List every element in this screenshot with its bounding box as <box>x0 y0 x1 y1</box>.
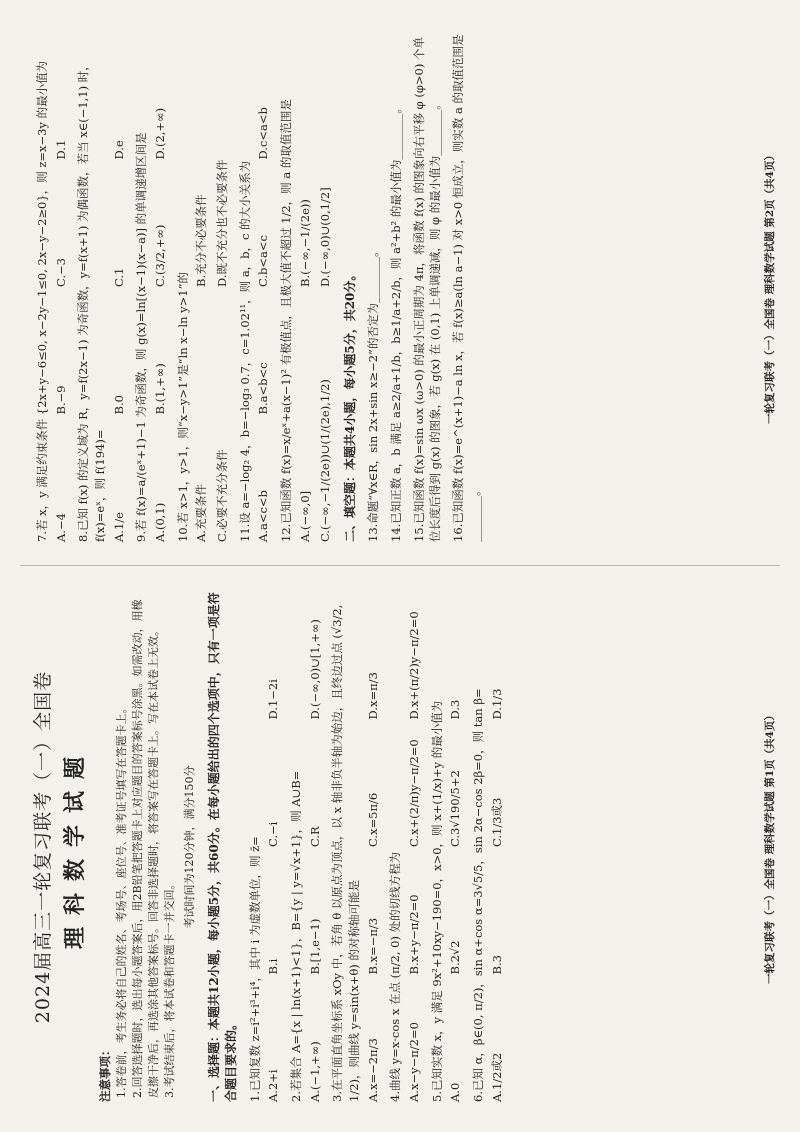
question-block <box>175 32 231 542</box>
option-b: B.x=−π/3 <box>365 917 380 975</box>
page-footer-right: 一轮复习联考（一）全国卷 理科数学试题 第2页（共4页） <box>763 150 776 424</box>
option-b: B.充分不必要条件 <box>194 194 209 287</box>
option-a: A.(−1,+∞) <box>307 1041 322 1102</box>
question-stem: 1.已知复数 z=i²+i³+i⁴，其中 i 为虚数单位，则 z̄= <box>247 836 262 1102</box>
option-a: A.0 <box>448 1082 463 1102</box>
question-stem: 4.曲线 y=x·cos x 在点 (π/2, 0) 处的切线方程为 <box>388 851 403 1102</box>
question-block <box>387 592 422 1102</box>
option-a: A.x−y−π/2=0 <box>406 1022 421 1102</box>
option-b: B.0 <box>111 395 126 415</box>
question-block <box>34 32 69 542</box>
fill-question: 13.命题“∀x∈R，sin 2x+sin x≥−2”的否定为________。 <box>366 245 381 542</box>
question-block <box>247 592 282 1102</box>
question-stem: 6.已知 α，β∈(0, π/2)，sin α+cos α=3√5/5，sin 2α−cos 2β=0，则 tan β= <box>470 688 485 1102</box>
question-stem: 5.已知实数 x，y 满足 9x²+10xy−190=0，x>0，则 x+(1/x)+y 的最小值为 <box>429 700 444 1102</box>
fill-question: 14.已知正数 a，b 满足 a≥2/a+1/b，b≥1/a+2/b，则 a²+b² 的最小值为________。 <box>389 102 404 542</box>
option-b: B.x+y−π/2=0 <box>406 894 421 975</box>
option-c: C.1/3或3 <box>489 797 504 847</box>
option-row <box>307 592 324 1102</box>
option-d: D.(2,+∞) <box>153 107 168 160</box>
option-row <box>111 32 128 542</box>
question-block <box>288 592 323 1102</box>
option-b: B.(−∞,−1/(2e)) <box>297 199 312 287</box>
option-a: A.充要条件 <box>194 484 209 542</box>
option-d: D.x+(π/2)y−π/2=0 <box>406 611 421 720</box>
option-row <box>255 32 272 542</box>
option-d: D.1−2i <box>266 679 281 720</box>
option-c: C.−3 <box>53 258 68 287</box>
option-row <box>317 32 334 542</box>
question-stem: 3.在平面直角坐标系 xOy 中，若角 θ 以原点为顶点，以 x 轴非负半轴为始边，且终边过点 (√3/2, 1/2)，则曲线 y=sin(x+θ) 的对称轴可能是 <box>330 604 361 1102</box>
option-c: C.1 <box>111 267 126 287</box>
question-stem: 7.若 x，y 满足约束条件 {2x+y−6≤0, x−2y−1≤0, 2x−y−2≥0}，则 z=x−3y 的最小值为 <box>35 60 49 542</box>
right-column <box>28 32 780 542</box>
option-d: D.既不充分也不必要条件 <box>215 159 230 287</box>
question-block <box>329 592 381 1102</box>
question-block <box>470 592 505 1102</box>
question-block <box>133 32 168 542</box>
question-block <box>237 32 272 542</box>
option-b: B.(1,+∞) <box>153 363 168 415</box>
question-stem: 9.若 f(x)=a/(eˣ+1)−1 为奇函数，则 g(x)=ln[(x−1)(x−a)] 的单调递增区间是 <box>134 132 149 542</box>
exam-subject: 理科数学试题 <box>61 745 88 950</box>
notice-item: 1.答卷前，考生务必将自己的姓名、考场号、座位号、准考证号填写在答题卡上。 <box>115 702 129 1098</box>
option-b: B.−9 <box>53 385 68 415</box>
option-c: C.−i <box>266 821 281 847</box>
option-row <box>214 32 231 542</box>
option-c: C.(−∞,−1/(2e))∪(1/(2e),1/2) <box>318 379 333 542</box>
option-a: A.(0,1) <box>153 502 168 542</box>
exam-title: 2024届高三一轮复习联考（一）全国卷 <box>32 670 54 1024</box>
option-c: C.b<a<c <box>256 235 271 287</box>
option-d: D.c<a<b <box>256 107 271 160</box>
fill-question: 16.已知函数 f(x)=e^(x+1)−a ln x，若 f(x)≥a(ln a−1) 对 x>0 恒成立，则实数 a 的取值范围是________。 <box>451 34 482 542</box>
option-c: C.(3/2,+∞) <box>153 224 168 287</box>
option-row <box>489 592 506 1102</box>
left-column <box>28 592 780 1102</box>
option-d: D.1 <box>53 139 68 160</box>
question-stem: 11.设 a=−log₂ 4，b=−log₃ 0.7，c=1.02¹¹，则 a，b，c 的大小关系为 <box>237 160 252 542</box>
option-row <box>447 592 464 1102</box>
option-a: A.2+i <box>266 1069 281 1102</box>
notice-item: 3.考试结束后，将本试卷和答题卡一并交回。 <box>162 878 176 1098</box>
option-c: C.R <box>307 826 322 847</box>
question-stem: 2.若集合 A={x | ln(x+1)<1}，B={y | y=√x+1}，则 A∪B= <box>288 770 303 1102</box>
option-a: A.a<c<b <box>256 490 271 542</box>
notice-heading: 注意事项： <box>98 1044 113 1102</box>
question-stem: 8.已知 f(x) 的定义域为 R，y=f(2x−1) 为奇函数，y=f(x+1) 为偶函数，若当 x∈(−1,1) 时，f(x)=eˣ，则 f(194)= <box>76 59 108 542</box>
option-c: C.必要不充分条件 <box>215 449 230 542</box>
notice-item: 2.回答选择题时，选出每小题答案后，用2B铅笔把答题卡上对应题目的答案标号涂黑。如需改动，用橡皮擦干净后，再选涂其他答案标号。回答非选择题时，将答案写在答题卡上。写在本试卷上无效。 <box>131 599 160 1098</box>
column-divider <box>20 565 780 566</box>
option-row <box>406 592 423 1102</box>
option-d: D.3 <box>448 699 463 720</box>
fill-question: 15.已知函数 f(x)=sin ωx (ω>0) 的最小正周期为 4π，将函数 f(x) 的图象向右平移 φ (φ>0) 个单位长度后得到 g(x) 的图象，若 g(x) 在 (0,1) 上单调递减，则 φ 的最小值为________。 <box>411 37 443 542</box>
time-info: 考试时间为120分钟，满分150分 <box>182 765 196 929</box>
option-a: A.x=−2π/3 <box>365 1038 380 1102</box>
question-block <box>75 32 127 542</box>
section-heading-fill: 二、填空题：本题共4小题，每小题5分，共20分。 <box>343 268 358 542</box>
option-c: C.3√190/5+2 <box>448 770 463 847</box>
section-heading-choice: 一、选择题：本题共12小题，每小题5分，共60分。在每小题给出的四个选项中，只有一项是符合题目要求的。 <box>206 592 239 1102</box>
option-row <box>53 32 70 542</box>
option-c: C.x=5π/6 <box>365 792 380 847</box>
option-d: D.(−∞,0)∪[1,+∞) <box>307 619 322 720</box>
option-b: B.[1,e−1) <box>307 918 322 975</box>
option-row <box>152 32 169 542</box>
option-a: A.(−∞,0] <box>297 490 312 542</box>
option-a: A.1/e <box>111 512 126 542</box>
option-d: D.1/3 <box>489 688 504 720</box>
option-row <box>297 32 314 542</box>
option-d: D.x=π/3 <box>365 672 380 720</box>
option-row <box>365 592 382 1102</box>
question-stem: 12.已知函数 f(x)=x/eˣ+a(x−1)² 有极值点，且极大值不超过 1/2，则 a 的取值范围是 <box>279 99 294 542</box>
page-footer-left: 一轮复习联考（一）全国卷 理科数学试题 第1页（共4页） <box>763 710 776 984</box>
option-c: C.x+(2/π)y−π/2=0 <box>406 739 421 847</box>
option-a: A.−4 <box>53 513 68 542</box>
option-b: B.2√2 <box>448 940 463 975</box>
question-block <box>278 32 334 542</box>
option-row <box>193 32 210 542</box>
question-block <box>429 592 464 1102</box>
option-d: D.(−∞,0)∪(0,1/2] <box>318 187 333 287</box>
option-d: D.e <box>111 140 126 160</box>
question-stem: 10.若 x>1，y>1，则“x−y>1”是“ln x−ln y>1”的 <box>175 272 190 542</box>
option-b: B.3 <box>489 955 504 975</box>
option-b: B.a<b<c <box>256 362 271 415</box>
option-a: A.1/2或2 <box>489 1052 504 1102</box>
option-b: B.i <box>266 958 281 975</box>
option-row <box>265 592 282 1102</box>
